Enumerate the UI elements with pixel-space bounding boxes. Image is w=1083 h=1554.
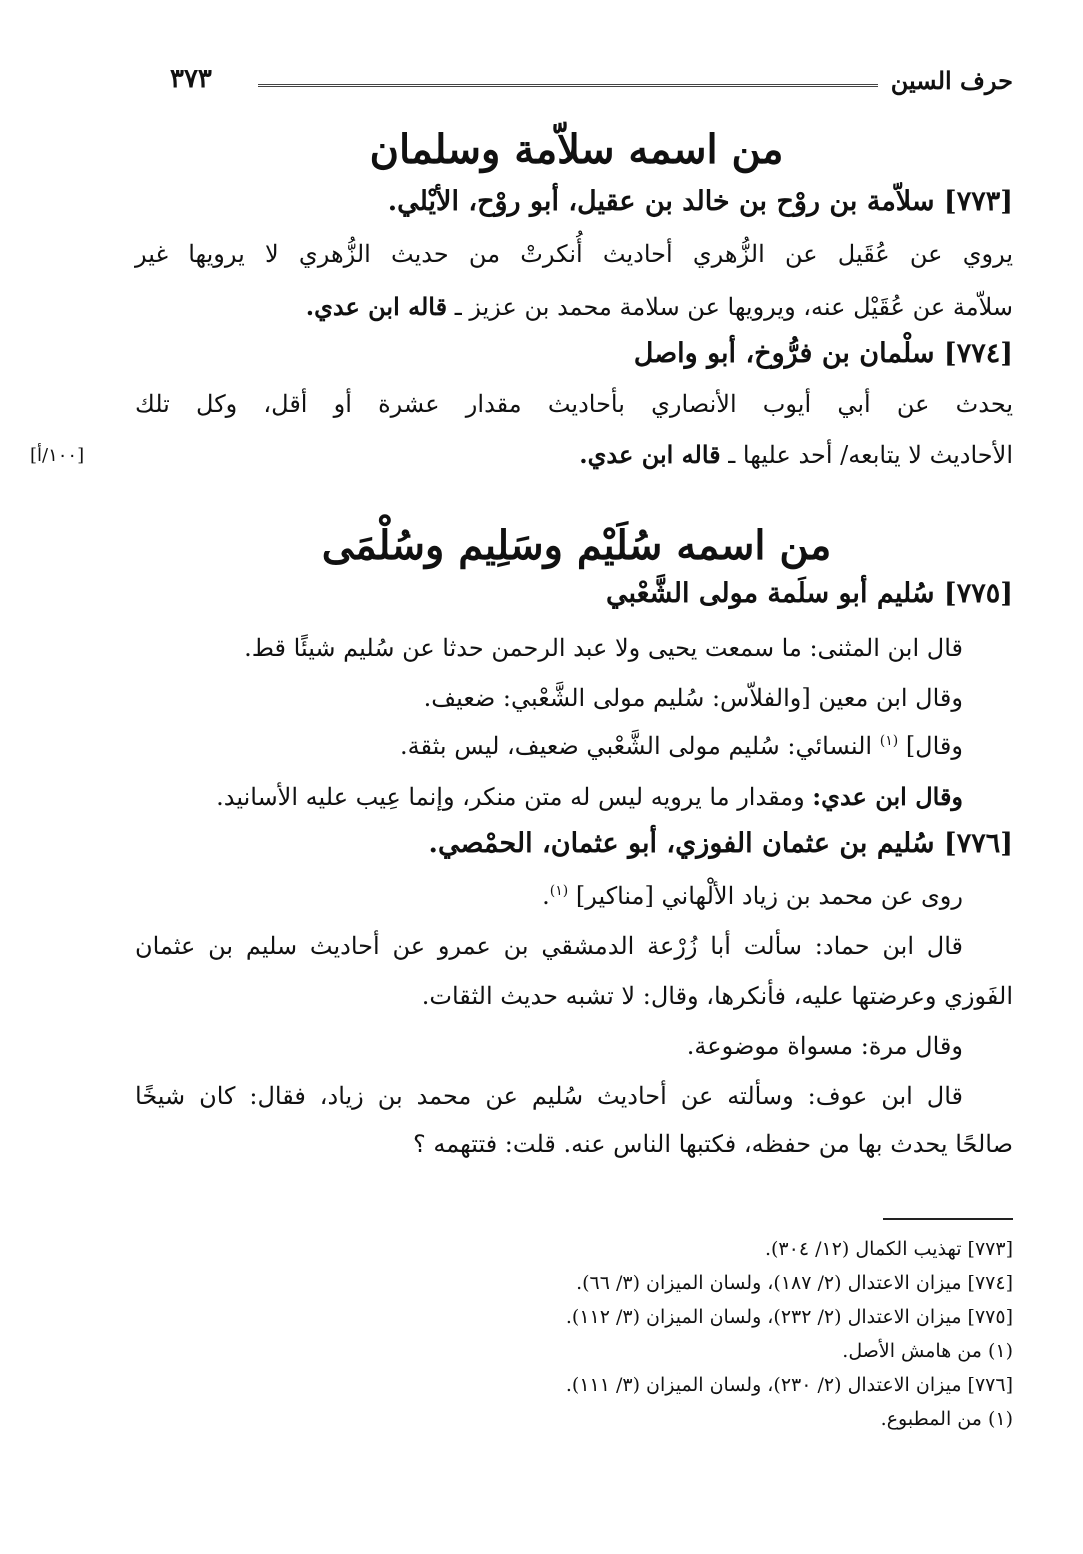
section-heading-sulaym: من اسمه سُلَيْم وسَلِيم وسُلْمَى: [321, 522, 832, 569]
entry-774-line-1: يحدث عن أبي أيوب الأنصاري بأحاديث مقدار عشرة أو أقل، وكل تلك: [135, 390, 1013, 418]
entry-773-line-1: يروي عن عُقَيل عن الزُّهري أحاديث أُنكرتْ من حديث الزُّهري لا يرويها غير: [135, 240, 1013, 268]
entry-776-line-1-end: .: [542, 882, 550, 910]
entry-775-line-4: [216, 782, 963, 811]
entry-head-776: [٧٧٦] سُليم بن عثمان الفوزي، أبو عثمان، الحمْصي.: [428, 828, 1013, 859]
entry-775-line-2: وقال ابن معين [والفلاّس: سُليم مولى الشَّعْبي: ضعيف.: [423, 684, 963, 712]
entry-776-line-6: صالحًا يحدث بها من حفظه، فكتبها الناس عنه. قلت: فتتهمه ؟: [413, 1130, 1013, 1158]
footnote-776-note-1: (١) من المطبوع.: [880, 1408, 1013, 1430]
entry-773-line-2-text: سلاّمة عن عُقَيْل عنه، ويرويها عن سلامة محمد بن عزيز ـ: [447, 293, 1013, 321]
footnote-775: [٧٧٥] ميزان الاعتدال (٢/ ٢٣٢)، ولسان الميزان (٣/ ١١٢).: [565, 1306, 1013, 1328]
entry-774-attribution: قاله ابن عدي.: [579, 440, 721, 469]
entry-774-line-2-text: الأحاديث لا يتابعه/ أحد عليها ـ: [720, 441, 1013, 469]
entry-773-line-2: [306, 292, 1013, 321]
footnote-774: [٧٧٤] ميزان الاعتدال (٢/ ١٨٧)، ولسان الميزان (٣/ ٦٦).: [576, 1272, 1013, 1294]
footnote-776: [٧٧٦] ميزان الاعتدال (٢/ ٢٣٠)، ولسان الميزان (٣/ ١١١).: [565, 1374, 1013, 1396]
entry-773-attribution: قاله ابن عدي.: [305, 292, 448, 321]
page-number: ٣٧٣: [170, 64, 212, 94]
entry-776-line-1-text: روى عن محمد بن زياد الألْهاني [مناكير]: [568, 882, 963, 910]
entry-774-line-2: [579, 440, 1013, 469]
entry-head-773: [٧٧٣] سلاّمة بن روْح بن خالد بن عقيل، أبو روْح، الأيْلي.: [387, 186, 1013, 217]
footnote-ref-1: (١): [879, 733, 899, 749]
page-header: [170, 62, 1013, 102]
header-rule: [258, 84, 878, 87]
entry-775-line-3-end: النسائي: سُليم مولى الشَّعْبي ضعيف، ليس بثقة.: [400, 732, 880, 760]
entry-head-775: [٧٧٥] سُليم أبو سلَمة مولى الشَّعْبي: [606, 578, 1013, 609]
entry-776-line-1: [542, 882, 963, 910]
section-heading-salama: من اسمه سلاّمة وسلمان: [369, 126, 784, 173]
entry-775-line-1: قال ابن المثنى: ما سمعت يحيى ولا عبد الرحمن حدثا عن سُليم شيئًا قط.: [244, 634, 963, 662]
entry-776-line-3: الفَوزي وعرضتها عليه، فأنكرها، وقال: لا تشبه حديث الثقات.: [421, 982, 1013, 1010]
running-title: حرف السين: [890, 66, 1013, 95]
entry-775-line-3-start: وقال]: [898, 732, 963, 760]
entry-776-line-2: قال ابن حماد: سألت أبا زُرْعة الدمشقي بن عمرو عن أحاديث سليم بن عثمان: [135, 932, 963, 960]
margin-folio-note: [١٠٠/أ]: [30, 445, 85, 466]
entry-775-attribution: وقال ابن عدي:: [812, 782, 963, 811]
entry-776-line-4: وقال مرة: مسواة موضوعة.: [686, 1032, 963, 1060]
footnote-rule: [883, 1218, 1013, 1220]
footnote-ref-1b: (١): [549, 883, 569, 899]
entry-776-line-5: قال ابن عوف: وسألته عن أحاديث سُليم عن محمد بن زياد، فقال: كان شيخًا: [135, 1082, 963, 1110]
entry-775-line-4-text: ومقدار ما يرويه ليس له متن منكر، وإنما عِيب عليه الأسانيد.: [216, 783, 813, 811]
footnote-773: [٧٧٣] تهذيب الكمال (١٢/ ٣٠٤).: [764, 1238, 1013, 1260]
entry-head-774: [٧٧٤] سلْمان بن فرُّوخ، أبو واصل: [633, 338, 1013, 369]
footnote-775-note-1: (١) من هامش الأصل.: [842, 1340, 1013, 1362]
entry-775-line-3: [400, 732, 963, 760]
